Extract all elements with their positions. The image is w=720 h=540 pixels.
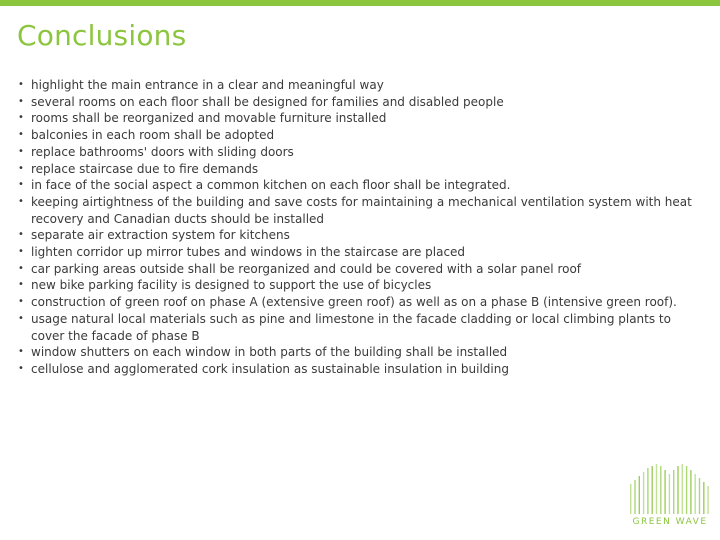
list-item [18,177,698,194]
bullet-marker: • [18,179,24,191]
list-item-text: several rooms on each floor shall be designed for families and disabled people [31,94,504,109]
slide-title: Conclusions [17,19,187,52]
logo-bar [686,466,687,514]
list-item-text: separate air extraction system for kitchens [31,228,290,243]
logo-bar [690,470,691,514]
logo-bar [656,464,657,514]
logo-bar [664,470,665,514]
list-item [18,244,698,261]
logo-bar [643,472,644,514]
list-item-text: rooms shall be reorganized and movable furniture installed [31,111,387,126]
list-item-text: in face of the social aspect a common kitchen on each floor shall be integrated. [31,178,511,193]
bullet-marker: • [18,246,24,258]
logo-bar [660,466,661,514]
bullet-marker: • [18,229,24,241]
logo-bar [639,476,640,514]
bullet-marker: • [18,362,24,374]
list-item [18,144,698,161]
logo-bar [695,474,696,514]
conclusions-list [18,77,698,378]
logo-bar [703,482,704,514]
list-item-text: replace bathrooms' doors with sliding doors [31,144,294,159]
bullet-marker: • [18,145,24,157]
list-item-text: car parking areas outside shall be reorganized and could be covered with a solar panel roof [31,261,582,276]
list-item-text: cellulose and agglomerated cork insulation as sustainable insulation in building [31,361,509,376]
bullet-marker: • [18,346,24,358]
bullet-marker: • [18,112,24,124]
logo-bars [630,464,709,514]
list-item-text: highlight the main entrance in a clear and meaningful way [31,78,384,92]
list-item [18,261,698,278]
logo-bar [630,484,631,514]
list-item [18,311,698,344]
bullet-marker: • [18,195,24,207]
list-item [18,127,698,144]
bullet-marker: • [18,279,24,291]
list-item [18,361,698,378]
logo-bar [647,468,648,514]
logo-text: GREEN WAVE [632,517,708,526]
list-item [18,110,698,127]
list-item-text: balconies in each room shall be adopted [31,128,275,143]
list-item [18,94,698,111]
list-item-text: replace staircase due to fire demands [31,161,259,176]
bullet-marker: • [18,296,24,308]
logo-bar [669,474,670,514]
list-item-text: keeping airtightness of the building and save costs for maintaining a mechanical ventilation system with heat recovery and Canadian ducts should be installed [31,194,692,226]
list-item-text: window shutters on each window in both parts of the building shall be installed [31,345,508,360]
logo-bar [677,466,678,514]
logo-bar [634,480,635,514]
list-item [18,194,698,227]
bullet-marker: • [18,95,24,107]
list-item [18,277,698,294]
green-wave-logo [628,464,712,526]
bullet-marker: • [18,162,24,174]
list-item [18,344,698,361]
list-item-text: usage natural local materials such as pine and limestone in the facade cladding or local climbing plants to cover the facade of phase B [31,311,671,343]
logo-bar [707,486,708,514]
logo-bar [699,478,700,514]
list-item [18,77,698,94]
list-item [18,294,698,311]
bullet-marker: • [18,312,24,324]
bullet-marker: • [18,79,24,90]
bullet-marker: • [18,129,24,141]
top-accent-bar [0,0,720,6]
list-item-text: construction of green roof on phase A (extensive green roof) as well as on a phase B (intensive green roof). [31,295,677,310]
list-item-text: lighten corridor up mirror tubes and windows in the staircase are placed [31,245,466,260]
bullet-marker: • [18,262,24,274]
list-item-text: new bike parking facility is designed to support the use of bicycles [31,278,432,293]
logo-bar [673,470,674,514]
list-item [18,227,698,244]
list-item [18,161,698,178]
logo-bar [652,466,653,514]
logo-bar [682,464,683,514]
